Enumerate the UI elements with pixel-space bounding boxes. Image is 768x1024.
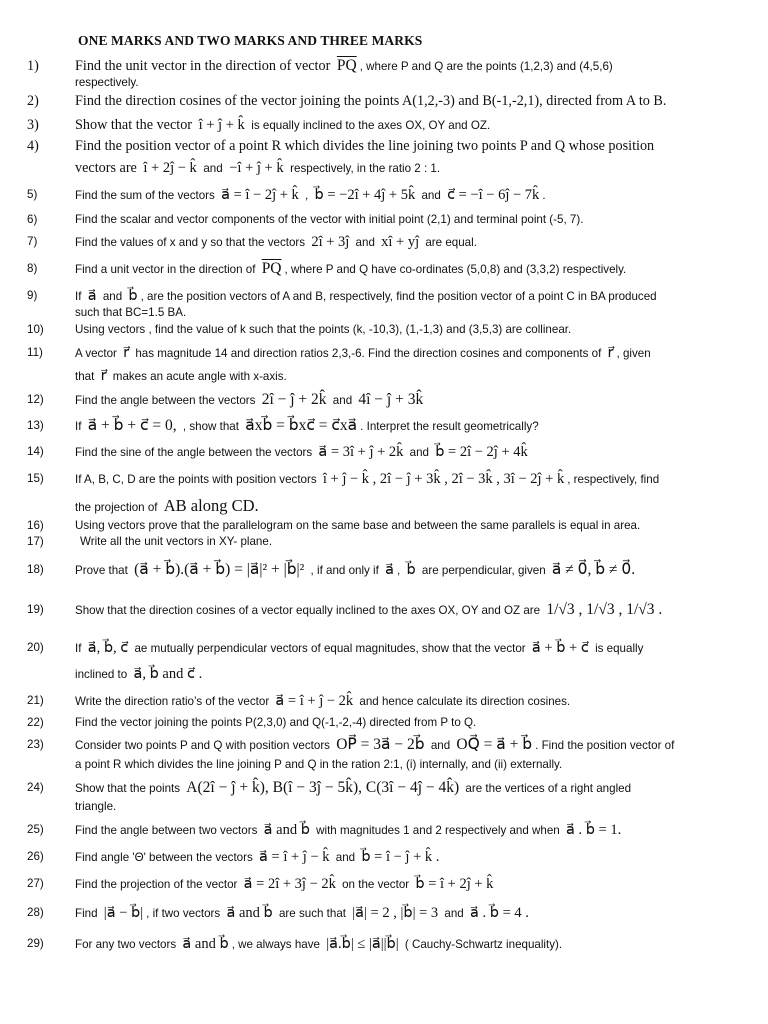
- question-number: 24): [27, 781, 44, 794]
- question-text: Find: [75, 907, 98, 920]
- question-text: and: [203, 162, 223, 175]
- math-expression: OQ⃗ = a⃗ + b⃗: [456, 736, 533, 753]
- math-expression: a⃗ and b⃗: [182, 936, 229, 952]
- question-text: Find the projection of the vector: [75, 878, 238, 891]
- question-text: vectors are: [75, 160, 137, 176]
- question-number: 25): [27, 823, 44, 836]
- question-number: 26): [27, 850, 44, 863]
- question-text: and: [430, 739, 451, 752]
- math-expression: î + ĵ − k̂ , 2î − ĵ + 3k̂ , 2î − 3k̂ , 3î − 2ĵ + k̂: [322, 471, 565, 487]
- question-text: If: [75, 290, 82, 303]
- question-text: a point R which divides the line joining P and Q in the ration 2:1, (i) internally, and (ii) externally.: [75, 758, 563, 771]
- math-expression: a⃗ = 3î + ĵ + 2k̂: [318, 444, 404, 460]
- question-number: 17): [27, 535, 44, 548]
- question-text: Show that the vector: [75, 117, 193, 133]
- question-text: , if and only if: [310, 564, 379, 577]
- question-text: , if two vectors: [146, 907, 221, 920]
- question-number: 14): [27, 445, 44, 458]
- math-expression: OP⃗ = 3a⃗ − 2b⃗: [336, 736, 425, 753]
- question-text: , show that: [182, 420, 239, 433]
- question-text: Show that the direction cosines of a vector equally inclined to the axes OX, OY and OZ are: [75, 604, 541, 617]
- math-expression: a⃗ . b⃗ = 4 .: [469, 905, 529, 921]
- question-text: Find the angle between the vectors: [75, 394, 256, 407]
- math-expression: a⃗ = î + ĵ − k̂: [259, 849, 330, 865]
- question-text: If A, B, C, D are the points with position vectors: [75, 473, 317, 486]
- math-expression: r⃗: [123, 345, 130, 361]
- question-number: 1): [27, 58, 39, 74]
- question-text: Write the direction ratio’s of the vector: [75, 695, 270, 708]
- question-text: Find the vector joining the points P(2,3,0) and Q(-1,-2,-4) directed from P to Q.: [75, 716, 477, 729]
- question-number: 7): [27, 235, 38, 248]
- question-text: are such that: [278, 907, 346, 920]
- question-number: 4): [27, 138, 39, 154]
- math-expression: î + 2ĵ − k̂: [143, 160, 197, 176]
- question-text: Prove that: [75, 564, 128, 577]
- question-text: respectively, in the ratio 2 : 1.: [290, 162, 441, 175]
- math-expression: $\overline{PQ}$: [336, 57, 357, 74]
- question-text: Show that the points: [75, 782, 181, 795]
- question-number: 27): [27, 877, 44, 890]
- question-text: are the vertices of a right angled: [465, 782, 632, 795]
- math-expression: |a⃗| = 2 , |b⃗| = 3: [352, 905, 439, 921]
- question-number: 12): [27, 393, 44, 406]
- question-text: If: [75, 642, 82, 655]
- question-number: 10): [27, 323, 44, 336]
- math-expression: a⃗ ≠ 0⃗, b⃗ ≠ 0⃗.: [551, 561, 636, 578]
- page-title: ONE MARKS AND TWO MARKS AND THREE MARKS: [78, 33, 423, 48]
- question-text: . Find the position vector of: [535, 739, 675, 752]
- question-text: ( Cauchy-Schwartz inequality).: [404, 938, 563, 951]
- question-text: Using vectors , find the value of k such that the points (k, -10,3), (1,-1,3) and (3,5,3) are collinear.: [75, 323, 572, 336]
- question-text: Write all the unit vectors in XY- plane.: [80, 535, 273, 548]
- math-expression: xî + yĵ: [381, 234, 420, 250]
- math-expression: a⃗, b⃗, c⃗: [87, 640, 129, 656]
- question-text: on the vector: [342, 878, 410, 891]
- math-expression: b⃗ = î + 2ĵ + k̂: [415, 876, 494, 892]
- question-number: 3): [27, 117, 39, 133]
- question-text: , are the position vectors of A and B, respectively, find the position vector of a point C in BA produced: [140, 290, 657, 303]
- question-text: ,: [305, 189, 309, 202]
- question-text: inclined to: [75, 668, 128, 681]
- question-text: has magnitude 14 and direction ratios 2,3,-6. Find the direction cosines and components of: [135, 347, 602, 360]
- question-text: Find the scalar and vector components of the vector with initial point (2,1) and terminal point (-5, 7).: [75, 213, 584, 226]
- math-expression: a⃗xb⃗ = b⃗xc⃗ = c⃗xa⃗: [245, 417, 358, 434]
- question-text: Find the unit vector in the direction of vector: [75, 58, 331, 74]
- math-expression: A(2î − ĵ + k̂), B(î − 3ĵ − 5k̂), C(3î − 4ĵ − 4k̂): [186, 779, 460, 796]
- question-text: the projection of: [75, 501, 158, 514]
- question-text: Find the angle between two vectors: [75, 824, 258, 837]
- question-text: Find the values of x and y so that the vectors: [75, 236, 306, 249]
- math-expression: r⃗: [607, 345, 614, 361]
- question-number: 23): [27, 738, 44, 751]
- question-number: 29): [27, 937, 44, 950]
- math-expression: b⃗ = 2î − 2ĵ + 4k̂: [435, 444, 528, 460]
- math-expression: −î + ĵ + k̂: [229, 160, 284, 176]
- math-expression: b⃗: [128, 288, 138, 304]
- question-text: Find the sum of the vectors: [75, 189, 215, 202]
- math-expression: b⃗ = −2î + 4ĵ + 5k̂: [314, 187, 416, 203]
- question-text: Using vectors prove that the parallelogram on the same base and between the same parallels is equal in area.: [75, 519, 641, 532]
- question-text: , given: [616, 347, 651, 360]
- math-expression: b⃗: [406, 562, 416, 578]
- math-expression: r⃗: [100, 368, 107, 384]
- math-expression: 2î − ĵ + 2k̂: [261, 391, 327, 408]
- question-text: and: [409, 446, 429, 459]
- question-text: For any two vectors: [75, 938, 177, 951]
- math-expression: a⃗ = î + ĵ − 2k̂: [275, 693, 354, 709]
- question-text: are perpendicular, given: [421, 564, 546, 577]
- math-expression: a⃗ and b⃗: [226, 905, 273, 921]
- question-number: 13): [27, 419, 44, 432]
- question-text: and: [444, 907, 464, 920]
- question-text: Consider two points P and Q with position vectors: [75, 739, 330, 752]
- question-number: 19): [27, 603, 44, 616]
- question-text: is equally: [595, 642, 644, 655]
- question-number: 8): [27, 262, 38, 275]
- question-number: 2): [27, 93, 39, 109]
- question-text: and: [332, 394, 353, 407]
- math-expression: 4î − ĵ + 3k̂: [358, 391, 424, 408]
- question-number: 11): [27, 346, 43, 359]
- math-expression: c⃗ = −î − 6ĵ − 7k̂: [447, 187, 540, 203]
- math-expression: a⃗: [87, 288, 97, 304]
- math-expression: $\overline{PQ}$: [261, 260, 282, 277]
- question-text: such that BC=1.5 BA.: [75, 306, 187, 319]
- question-text: triangle.: [75, 800, 117, 813]
- math-expression: 2î + 3ĵ: [311, 234, 350, 250]
- question-text: and: [421, 189, 441, 202]
- math-expression: 1/√3 , 1/√3 , 1/√3 .: [546, 601, 663, 618]
- question-number: 15): [27, 472, 44, 485]
- math-expression: a⃗ + b⃗ + c⃗ = 0,: [87, 417, 177, 434]
- question-text: , respectively, find: [567, 473, 660, 486]
- math-expression: a⃗ + b⃗ + c⃗: [531, 640, 589, 656]
- math-expression: î + ĵ + k̂: [198, 117, 245, 133]
- question-text: , where P and Q are the points (1,2,3) and (4,5,6): [359, 60, 613, 73]
- question-text: Find a unit vector in the direction of: [75, 263, 256, 276]
- math-expression: AB along CD.: [163, 496, 259, 515]
- question-number: 16): [27, 519, 44, 532]
- math-expression: b⃗ = î − ĵ + k̂ .: [361, 849, 440, 865]
- question-text: ,: [396, 564, 401, 577]
- math-expression: a⃗, b⃗ and c⃗ .: [133, 666, 203, 682]
- math-expression: |a⃗ − b⃗|: [103, 905, 144, 921]
- question-text: respectively.: [75, 76, 139, 89]
- question-text: ae mutually perpendicular vectors of equal magnitudes, show that the vector: [134, 642, 526, 655]
- question-text: , we always have: [231, 938, 320, 951]
- question-number: 28): [27, 906, 44, 919]
- question-text: and: [335, 851, 356, 864]
- question-number: 9): [27, 289, 38, 302]
- question-text: and: [355, 236, 375, 249]
- math-expression: a⃗ . b⃗ = 1.: [566, 822, 622, 838]
- question-number: 18): [27, 563, 44, 576]
- question-text: are equal.: [425, 236, 477, 249]
- math-expression: a⃗: [385, 562, 394, 578]
- question-text: . Interpret the result geometrically?: [360, 420, 539, 433]
- question-text: , where P and Q have co-ordinates (5,0,8) and (3,3,2) respectively.: [284, 263, 627, 276]
- question-number: 6): [27, 213, 38, 226]
- question-text: and: [102, 290, 123, 303]
- question-text: makes an acute angle with x-axis.: [112, 370, 287, 383]
- math-expression: a⃗ = î − 2ĵ + k̂: [221, 187, 299, 203]
- question-text: and hence calculate its direction cosines.: [359, 695, 571, 708]
- question-number: 21): [27, 694, 44, 707]
- question-text: with magnitudes 1 and 2 respectively and when: [316, 824, 560, 837]
- question-text: Find angle 'Θ' between the vectors: [75, 851, 253, 864]
- math-expression: (a⃗ + b⃗).(a⃗ + b⃗) = |a⃗|² + |b⃗|²: [134, 561, 305, 578]
- question-number: 22): [27, 716, 44, 729]
- math-expression: a⃗ = 2î + 3ĵ − 2k̂: [243, 876, 336, 892]
- question-number: 20): [27, 641, 44, 654]
- math-expression: a⃗ and b⃗: [263, 822, 310, 838]
- question-text: that: [75, 370, 95, 383]
- question-text: Find the direction cosines of the vector joining the points A(1,2,-3) and B(-1,-2,1), directed from A to B.: [75, 93, 667, 109]
- question-text: A vector: [75, 347, 117, 360]
- question-text: is equally inclined to the axes OX, OY and OZ.: [251, 119, 491, 132]
- question-text: .: [542, 189, 546, 202]
- question-text: If: [75, 420, 82, 433]
- question-number: 5): [27, 188, 38, 201]
- math-expression: |a⃗.b⃗| ≤ |a⃗||b⃗|: [326, 936, 399, 952]
- question-text: Find the sine of the angle between the vectors: [75, 446, 313, 459]
- question-text: Find the position vector of a point R which divides the line joining two points P and Q whose position: [75, 138, 655, 154]
